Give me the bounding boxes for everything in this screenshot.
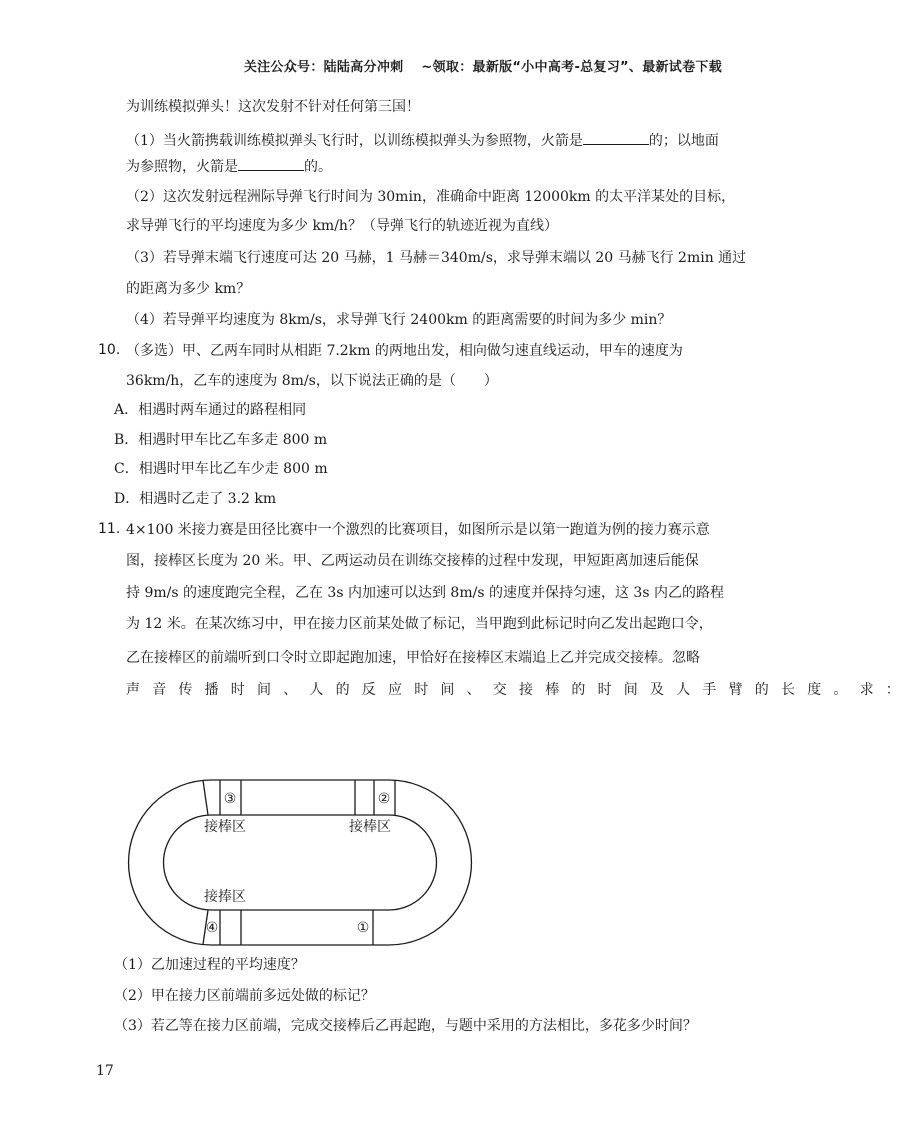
q10-option-c[interactable]: C．相遇时甲车比乙车少走 800 m bbox=[114, 461, 328, 477]
q11-number: 11. bbox=[98, 521, 121, 537]
q10-stem-line1: （多选）甲、乙两车同时从相距 7.2km 的两地出发，相向做匀速直线运动，甲车的速度为 bbox=[126, 343, 683, 359]
q9-part2-line2: 求导弹飞行的平均速度为多少 km/h？（导弹飞行的轨迹近视为直线） bbox=[126, 218, 558, 234]
q11-stem-line6: 声音传播时间、人的反应时间、交接棒的时间及人手臂的长度。求： bbox=[126, 682, 912, 698]
q9-part4: （4）若导弹平均速度为 8km/s，求导弹飞行 2400km 的距离需要的时间为多少 min？ bbox=[126, 312, 672, 328]
q9-part2-line1: （2）这次发射远程洲际导弹飞行时间为 30min，准确命中距离 12000km 的太平洋某处的目标， bbox=[126, 189, 736, 205]
q9-part1-line1 bbox=[126, 130, 719, 151]
q11-stem-line5: 乙在接棒区的前端听到口令时立即起跑加速，甲恰好在接棒区末端追上乙并完成交接棒。忽略 bbox=[126, 650, 700, 666]
q11-sub-3: （3）若乙等在接力区前端，完成交接棒后乙再起跑，与题中采用的方法相比，多花多少时间？ bbox=[114, 1018, 697, 1034]
q11-stem-line2: 图，接棒区长度为 20 米。甲、乙两运动员在训练交接棒的过程中发现，甲短距离加速后能保 bbox=[126, 553, 699, 569]
q9-part3-line2: 的距离为多少 km？ bbox=[126, 281, 251, 297]
q11-sub-2: （2）甲在接力区前端前多远处做的标记？ bbox=[114, 988, 375, 1004]
answer-blank-2[interactable] bbox=[238, 156, 304, 171]
page-number: 17 bbox=[96, 1063, 114, 1079]
q10-number: 10. bbox=[98, 342, 121, 358]
q10-stem-line2: 36km/h，乙车的速度为 8m/s，以下说法正确的是（ ） bbox=[126, 373, 498, 389]
marker-3: ③ bbox=[223, 791, 237, 807]
q9-part1-text-a: （1）当火箭携载训练模拟弹头飞行时，以训练模拟弹头为参照物，火箭是 bbox=[126, 133, 583, 149]
q9-part1-line2 bbox=[126, 156, 332, 177]
q10-option-b[interactable]: B．相遇时甲车比乙车多走 800 m bbox=[114, 432, 328, 448]
q9-part3-line1: （3）若导弹末端飞行速度可达 20 马赫，1 马赫＝340m/s，求导弹末端以 20 马赫飞行 2min 通过 bbox=[126, 250, 747, 266]
zone-label-top-right: 接棒区 bbox=[349, 819, 391, 835]
answer-blank-1[interactable] bbox=[583, 130, 649, 145]
q9-part1-text-c: 为参照物，火箭是 bbox=[126, 159, 238, 175]
zone-label-top-left: 接棒区 bbox=[204, 819, 246, 835]
zone-line-top-left-1 bbox=[203, 781, 208, 816]
track-outer-edge bbox=[129, 780, 472, 945]
q11-stem-line4: 为 12 米。在某次练习中，甲在接力区前某处做了标记，当甲跑到此标记时向乙发出起跑口令， bbox=[126, 616, 713, 632]
q9-part1-text-b: 的；以地面 bbox=[648, 133, 719, 149]
header-right-text: ~领取：最新版“小中高考-总复习”、最新试卷下载 bbox=[421, 60, 722, 75]
marker-2: ② bbox=[377, 791, 391, 807]
marker-4: ④ bbox=[205, 920, 219, 936]
zone-label-bottom-left: 接捧区 bbox=[204, 889, 246, 905]
page-header bbox=[244, 56, 722, 75]
q10-option-d[interactable]: D．相遇时乙走了 3.2 km bbox=[114, 491, 277, 507]
q11-sub-1: （1）乙加速过程的平均速度？ bbox=[114, 957, 305, 973]
q11-stem-line1: 4×100 米接力赛是田径比赛中一个激烈的比赛项目，如图所示是以第一跑道为例的接力赛示意 bbox=[126, 522, 710, 538]
q9-part1-text-d: 的。 bbox=[304, 159, 332, 175]
q9-intro: 为训练模拟弹头！这次发射不针对任何第三国！ bbox=[126, 99, 420, 115]
header-left-text: 关注公众号：陆陆高分冲刺 bbox=[243, 60, 404, 75]
marker-1: ① bbox=[356, 920, 370, 936]
q10-option-a[interactable]: A．相遇时两车通过的路程相同 bbox=[114, 402, 307, 418]
q11-stem-line3: 持 9m/s 的速度跑完全程，乙在 3s 内加速可以达到 8m/s 的速度并保持匀速，这 3s 内乙的路程 bbox=[126, 585, 724, 601]
relay-track-diagram bbox=[125, 770, 475, 945]
